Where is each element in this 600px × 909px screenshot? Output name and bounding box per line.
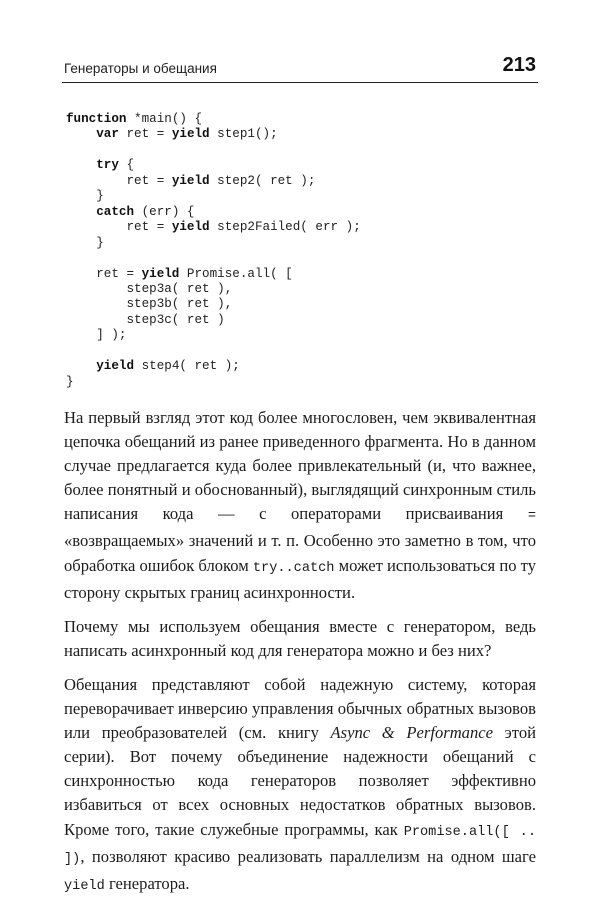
code-line xyxy=(66,282,232,296)
page-header xyxy=(62,50,538,83)
code-line xyxy=(66,267,293,281)
code-token: step1(); xyxy=(209,127,278,142)
code-keyword: yield xyxy=(171,220,210,235)
paragraph xyxy=(64,673,536,899)
code-token: (err) { xyxy=(134,204,195,219)
paragraph xyxy=(64,615,536,663)
code-keyword: function xyxy=(66,112,127,126)
code-token: } xyxy=(66,374,74,389)
code-token: ret = xyxy=(66,173,172,188)
book-title: Async & Performance xyxy=(330,723,494,743)
code-keyword: yield xyxy=(141,266,180,281)
inline-code: Promise.all([ .. ]) xyxy=(64,824,536,867)
code-line xyxy=(66,236,104,250)
code-line xyxy=(66,375,74,389)
code-token: step2Failed( err ); xyxy=(209,220,361,235)
code-token: step4( ret ); xyxy=(134,359,240,374)
code-line xyxy=(66,189,104,203)
paragraph xyxy=(64,406,536,605)
code-token: step2( ret ); xyxy=(209,173,316,188)
code-line xyxy=(66,220,361,234)
code-line xyxy=(66,328,126,342)
code-keyword: try xyxy=(96,158,119,173)
code-line xyxy=(66,127,278,141)
code-line xyxy=(66,359,240,373)
code-token: step3a( ret ), xyxy=(66,281,233,296)
code-line xyxy=(66,158,134,172)
code-token: step3b( ret ), xyxy=(66,297,233,312)
body-text xyxy=(64,406,536,909)
code-keyword: yield xyxy=(171,173,210,188)
inline-code: try..catch xyxy=(252,560,335,576)
code-listing xyxy=(66,112,361,390)
code-keyword: catch xyxy=(96,204,135,219)
code-token: step3c( ret ) xyxy=(66,312,225,327)
inline-code: yield xyxy=(64,878,105,894)
chapter-title: Генераторы и обещания xyxy=(64,61,217,76)
code-token xyxy=(66,205,96,219)
code-token: ret = xyxy=(66,220,172,235)
code-token: { xyxy=(118,158,135,173)
code-token: ret = xyxy=(118,127,172,142)
text-span: Обещания представляют собой надежную систему, которая переворачивает инверсию управления обычных обратных вызовов или преобразователей (см. книгу xyxy=(64,674,536,743)
code-line xyxy=(66,313,225,327)
code-token: Promise.all( [ xyxy=(179,266,293,281)
text-span: «возвращаемых» значений и т. п. Особенно это заметно в том, что обработка ошибок блоком xyxy=(64,531,536,575)
code-token: ret = xyxy=(66,266,142,281)
text-span: На первый взгляд этот код более многословен, чем эквивалентная цепочка обещаний из ранее приведенного фрагмента. Но в данном случае предлагается куда более привлекательный (и, что важнее, более понятный и обоснованный), выглядящий синхронным стиль написания кода — с операторами присваивания xyxy=(64,408,536,524)
code-token: } xyxy=(66,235,104,250)
code-keyword: var xyxy=(96,127,119,142)
code-line xyxy=(66,112,202,126)
code-token xyxy=(66,127,96,141)
code-line xyxy=(66,297,232,311)
text-span: может использоваться по ту сторону скрытых границ асинхронности. xyxy=(64,555,536,602)
text-span: этой серии). Вот почему объединение надежности обещаний с синхронностью кода генераторов позволяет эффективно избавиться от всех основных недостатков обратных вызовов. Кроме того, такие служебные программы, как xyxy=(64,723,537,839)
code-token: *main() { xyxy=(126,112,203,126)
code-keyword: yield xyxy=(96,359,135,374)
page-number: 213 xyxy=(502,54,536,76)
code-token xyxy=(66,359,96,373)
code-keyword: yield xyxy=(171,127,210,142)
code-token: } xyxy=(66,189,104,204)
code-line xyxy=(66,174,315,188)
text-span: , позволяют красиво реализовать параллелизм на одном шаге xyxy=(80,846,536,866)
code-token: ] ); xyxy=(66,328,127,343)
code-token xyxy=(66,158,96,172)
text-span: генератора. xyxy=(104,873,190,893)
inline-code: = xyxy=(527,509,536,525)
text-span: Почему мы используем обещания вместе с генератором, ведь написать асинхронный код для генератора можно и без них? xyxy=(64,616,536,660)
code-line xyxy=(66,205,195,219)
